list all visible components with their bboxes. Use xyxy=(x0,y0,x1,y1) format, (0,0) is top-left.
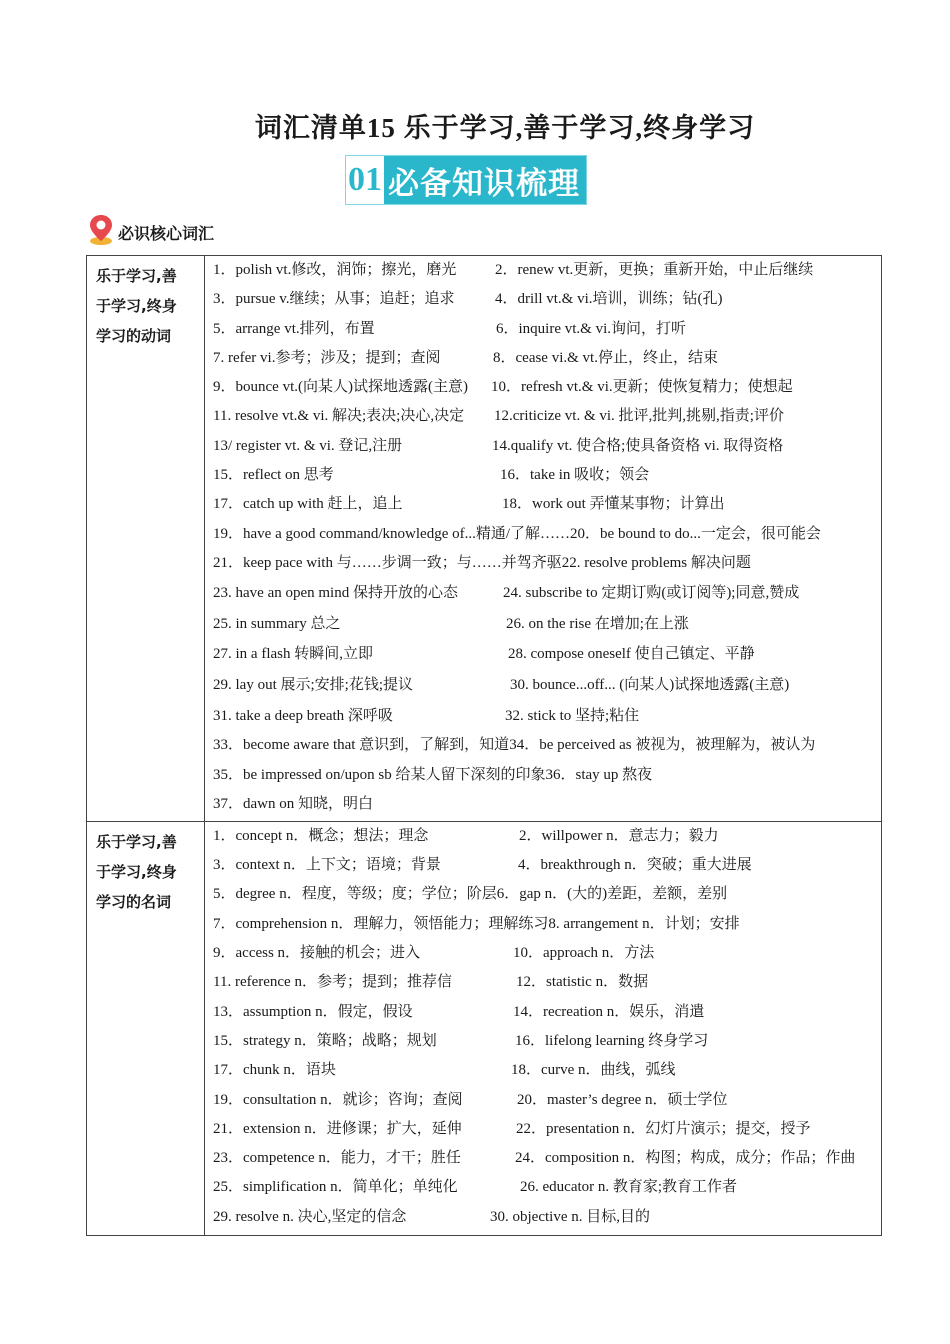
vocab-entry: 4．drill vt.& vi.培训，训练；钻(孔) xyxy=(495,291,723,308)
list-item xyxy=(213,1203,881,1235)
vocab-entry: 11. resolve vt.& vi. 解决;表决;决心,决定 xyxy=(213,408,465,425)
list-item xyxy=(213,639,881,670)
vocab-entry: 21．extension n．进修课；扩大，延伸 xyxy=(213,1120,462,1137)
vocab-entry: 33．become aware that 意识到，了解到，知道 xyxy=(213,737,510,754)
vocab-entry: 6．inquire vt.& vi.询问，打听 xyxy=(496,320,686,337)
vocab-entry: 35．be impressed on/upon sb 给某人留下深刻的印象 xyxy=(213,766,546,783)
vocab-entry: 32. stick to 坚持;粘住 xyxy=(505,707,640,724)
vocab-entry: 19．have a good command/knowledge of...精通/了解…… xyxy=(213,525,571,542)
page-title: 词汇清单15 乐于学习,善于学习,终身学习 xyxy=(254,113,756,143)
vocab-entry: 27. in a flash 转瞬间,立即 xyxy=(213,646,373,663)
vocab-entry: 4．breakthrough n．突破；重大进展 xyxy=(518,857,752,874)
list-item xyxy=(213,285,881,314)
category-line: 于学习,终身 xyxy=(96,297,177,315)
list-item xyxy=(213,578,881,609)
list-item xyxy=(213,1115,881,1144)
vocab-entry: 29. lay out 展示;安排;花钱;提议 xyxy=(213,677,413,694)
list-item xyxy=(213,402,881,431)
vocab-entry: 2．willpower n．意志力；毅力 xyxy=(519,827,719,844)
vocab-entry: 9．access n．接触的机会；进入 xyxy=(213,945,421,962)
vocab-entry: 3．pursue v.继续；从事；追赶；追求 xyxy=(213,291,455,308)
vocab-entry: 31. take a deep breath 深呼吸 xyxy=(213,707,393,724)
vocab-entry: 12.criticize vt. & vi. 批评,批判,挑剔,指责;评价 xyxy=(494,408,784,425)
vocab-entry: 5．arrange vt.排列，布置 xyxy=(213,320,375,337)
vocabulary-table xyxy=(86,255,882,1236)
vocab-entry: 9．bounce vt.(向某人)试探地透露(主意) xyxy=(213,379,468,396)
vocab-entry: 29. resolve n. 决心,坚定的信念 xyxy=(213,1208,407,1225)
vocab-entry: 1．polish vt.修改，润饰；擦光，磨光 xyxy=(213,262,457,278)
vocab-entry: 1．concept n．概念；想法；理念 xyxy=(213,827,429,844)
section-label: 必识核心词汇 xyxy=(118,223,215,243)
category-line: 乐于学习,善 xyxy=(96,832,177,851)
vocab-entry: 24．composition n．构图；构成，成分；作品；作曲 xyxy=(515,1150,856,1167)
list-item xyxy=(213,731,881,760)
vocab-entry: 22. resolve problems 解决问题 xyxy=(561,554,751,571)
list-item xyxy=(213,998,881,1027)
verb-section-row xyxy=(87,256,882,822)
list-item xyxy=(213,490,881,519)
category-line: 乐于学习,善 xyxy=(96,267,177,285)
list-item xyxy=(213,910,881,939)
list-item xyxy=(213,761,881,790)
vocab-entry: 13/ register vt. & vi. 登记,注册 xyxy=(213,437,403,454)
vocab-entry: 37．dawn on 知晓，明白 xyxy=(213,795,373,812)
vocab-entry: 17．catch up with 赶上，追上 xyxy=(213,496,403,513)
list-item xyxy=(213,1086,881,1115)
list-item xyxy=(213,432,881,461)
vocab-entry: 26. educator n. 教育家;教育工作者 xyxy=(520,1179,738,1196)
vocab-entry: 15．reflect on 思考 xyxy=(213,467,334,484)
vocab-entry: 7. refer vi.参考；涉及；提到；查阅 xyxy=(213,349,441,366)
vocab-entry: 20．master’s degree n．硕士学位 xyxy=(517,1091,728,1108)
vocab-entry: 26. on the rise 在增加;在上涨 xyxy=(506,615,689,632)
vocab-entry: 19．consultation n．就诊；咨询；查阅 xyxy=(213,1091,463,1108)
vocab-entry: 23．competence n．能力，才干；胜任 xyxy=(213,1150,461,1167)
vocab-entry: 24. subscribe to 定期订购(或订阅等);同意,赞成 xyxy=(503,585,800,602)
list-item xyxy=(213,1144,881,1173)
verb-category-cell xyxy=(87,256,205,822)
vocab-entry: 12．statistic n．数据 xyxy=(516,974,649,991)
vocab-entry: 3．context n．上下文；语境；背景 xyxy=(213,857,441,874)
vocab-entry: 7．comprehension n．理解力，领悟能力；理解练习 xyxy=(213,915,549,932)
vocab-entry: 15．strategy n．策略；战略；规划 xyxy=(213,1032,437,1049)
noun-list xyxy=(205,821,882,1235)
list-item xyxy=(213,1056,881,1085)
list-item xyxy=(213,520,881,549)
list-item xyxy=(213,822,881,851)
list-item xyxy=(213,790,881,821)
banner-text: 必备知识梳理 xyxy=(384,156,586,204)
vocab-entry: 28. compose oneself 使自己镇定、平静 xyxy=(508,646,755,663)
list-item xyxy=(213,1027,881,1056)
vocab-entry: 13．assumption n．假定，假设 xyxy=(213,1003,413,1020)
list-item xyxy=(213,670,881,701)
vocab-entry: 2．renew vt.更新，更换；重新开始，中止后继续 xyxy=(495,262,814,278)
vocab-entry: 25．simplification n．简单化；单纯化 xyxy=(213,1179,458,1196)
vocab-entry: 30. objective n. 目标,目的 xyxy=(490,1208,650,1225)
list-item xyxy=(213,256,881,285)
vocab-entry: 10．approach n．方法 xyxy=(513,945,655,962)
section-banner xyxy=(346,156,586,204)
list-item xyxy=(213,851,881,880)
vocab-entry: 16．take in 吸收；领会 xyxy=(500,467,650,484)
list-item xyxy=(213,968,881,997)
list-item xyxy=(213,315,881,344)
list-item xyxy=(213,373,881,402)
vocab-entry: 17．chunk n．语块 xyxy=(213,1062,336,1079)
vocab-entry: 10．refresh vt.& vi.更新；使恢复精力；使想起 xyxy=(491,379,793,396)
vocab-entry: 8．cease vi.& vt.停止，终止，结束 xyxy=(493,349,718,366)
vocab-entry: 5．degree n．程度，等级；度；学位；阶层 xyxy=(213,886,497,903)
list-item xyxy=(213,939,881,968)
list-item xyxy=(213,549,881,578)
list-item xyxy=(213,880,881,909)
vocab-entry: 18．curve n．曲线，弧线 xyxy=(511,1062,676,1079)
vocab-entry: 11. reference n．参考；提到；推荐信 xyxy=(213,974,452,991)
vocab-entry: 14．recreation n．娱乐，消遣 xyxy=(513,1003,705,1020)
vocab-entry: 6．gap n．(大的)差距，差额，差别 xyxy=(496,886,728,903)
list-item xyxy=(213,701,881,732)
list-item xyxy=(213,609,881,640)
vocab-entry: 20．be bound to do...一定会，很可能会 xyxy=(570,525,821,542)
category-line: 学习的动词 xyxy=(96,327,172,345)
vocab-entry: 22．presentation n．幻灯片演示；提交，授予 xyxy=(516,1120,811,1137)
vocab-entry: 14.qualify vt. 使合格;使具备资格 vi. 取得资格 xyxy=(492,437,784,454)
banner-number: 01 xyxy=(346,156,384,204)
vocab-entry: 21．keep pace with 与……步调一致；与……并驾齐驱 xyxy=(213,554,562,571)
section-heading xyxy=(88,214,214,246)
vocab-entry: 34．be perceived as 被视为，被理解为，被认为 xyxy=(509,737,816,754)
location-pin-icon xyxy=(88,214,114,246)
list-item xyxy=(213,461,881,490)
vocab-entry: 30. bounce...off... (向某人)试探地透露(主意) xyxy=(510,677,790,694)
vocab-entry: 18．work out 弄懂某事物；计算出 xyxy=(502,496,725,513)
vocab-entry: 23. have an open mind 保持开放的心态 xyxy=(213,585,458,602)
list-item xyxy=(213,1173,881,1202)
vocab-entry: 8. arrangement n．计划；安排 xyxy=(548,915,740,932)
vocab-entry: 16．lifelong learning 终身学习 xyxy=(515,1032,709,1049)
list-item xyxy=(213,344,881,373)
category-line: 学习的名词 xyxy=(96,892,172,911)
noun-category-cell xyxy=(87,821,205,1235)
verb-list xyxy=(205,256,882,822)
vocab-entry: 36．stay up 熬夜 xyxy=(545,766,653,783)
vocab-entry: 25. in summary 总之 xyxy=(213,615,341,632)
category-line: 于学习,终身 xyxy=(96,862,177,881)
noun-section-row xyxy=(87,821,882,1235)
